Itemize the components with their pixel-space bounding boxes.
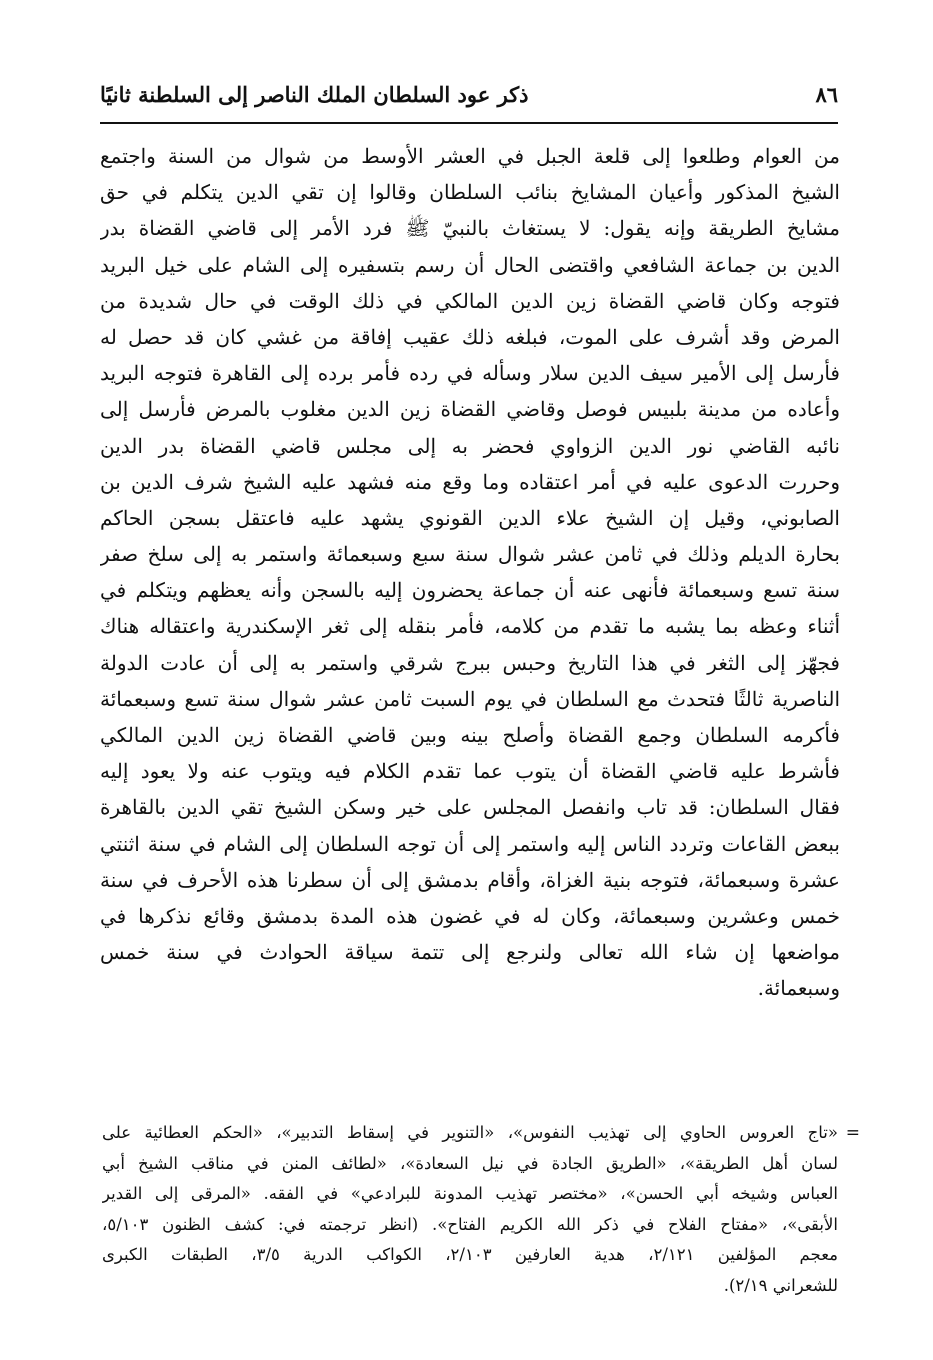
- text-line: فأشرط عليه قاضي القضاة أن يتوب عما تقدم الكلام فيه ويتوب عنه ولا يعود إليه: [100, 759, 840, 784]
- text-line: مواضعها إن شاء الله تعالى ولنرجع إلى تتمة سياقة الحوادث في سنة خمس: [100, 940, 840, 965]
- running-title: ذكر عود السلطان الملك الناصر إلى السلطنة ثانيًا: [100, 82, 529, 107]
- text-line: الناصرية ثالثًا فتحدث مع السلطان في يوم السبت ثامن عشر شوال سنة تسع وسبعمائة: [100, 686, 840, 711]
- footnote-line: الأبقى»، «مفتاح الفلاح في ذكر الله الكريم الفتاح». (انظر ترجمته في: كشف الظنون ٥/١٠٣،: [102, 1214, 838, 1234]
- footnotes: [102, 1118, 860, 1302]
- main-text: [100, 138, 840, 1007]
- footnote-line: للشعراني ٢/١٩).: [723, 1275, 838, 1295]
- text-line: فأكرمه السلطان وجمع القضاة وأصلح بينه وبين قاضي القضاة زين الدين المالكي: [100, 723, 840, 747]
- text-line: الشيخ المذكور وأعيان المشايخ بنائب السلطان وقالوا إن تقي الدين يتكلم في حق: [100, 180, 840, 205]
- text-line: فأرسل إلى الأمير سيف الدين سلار وسأله في رده فأمر برده إلى القاهرة فتوجه البريد: [100, 361, 840, 386]
- header-divider: [100, 122, 838, 124]
- footnote-line: العباس وشيخه أبي الحسن»، «مختصر تهذيب المدونة للبرادعي» في الفقه. «المرقى إلى القدير: [102, 1184, 838, 1204]
- text-line: عشرة وسبعمائة، فتوجه بنية الغزاة، وأقام بدمشق إلى أن سطرنا هذه الأحرف في سنة: [100, 867, 840, 892]
- footnote-continuation-marker: =: [845, 1123, 860, 1143]
- text-line: فتوجه وكان قاضي القضاة زين الدين المالكي في ذلك الوقت في حال شديدة من: [100, 288, 840, 313]
- text-line: نائبه القاضي نور الدين الزواوي فحضر به إلى مجلس قاضي القضاة بدر الدين: [100, 433, 840, 458]
- text-line: الدين بن جماعة الشافعي واقتضى الحال أن رسم بتسفيره إلى الشام على خيل البريد: [100, 252, 840, 277]
- text-line: وحررت الدعوى عليه في أمر اعتقاده وما وقع منه فشهد عليه الشيخ شرف الدين بن: [100, 469, 840, 494]
- text-line: بحارة الديلم وذلك في ثامن عشر شوال سنة سبع وسبعمائة واستمر به إلى سلخ صفر: [100, 542, 840, 567]
- text-line: مشايخ الطريقة وإنه يقول: لا يستغاث بالنبيّ ﷺ فرد الأمر إلى قاضي القضاة بدر: [100, 216, 840, 241]
- text-line: الصابوني، وقيل إن الشيخ علاء الدين القونوي يشهد عليه فاعتقل بسجن الحاكم: [100, 505, 840, 530]
- text-line: فجهّز إلى الثغر في هذا التاريخ وحبس ببرج شرقي واستمر به إلى أن عادت الدولة: [100, 650, 840, 675]
- text-line: من العوام وطلعوا إلى قلعة الجبل في العشر الأوسط من شوال من السنة واجتمع: [100, 144, 840, 168]
- footnote-line: لسان أهل الطريقة»، «الطريق الجادة في نيل السعادة»، «لطائف المنن في مناقب الشيخ أبي: [102, 1153, 838, 1173]
- text-line: المرض وقد أشرف على الموت، فبلغه ذلك عقيب إفاقة من غشي كان قد حصل له: [100, 324, 840, 349]
- text-line: فقال السلطان: قد تاب وانفصل المجلس على خير وسكن الشيخ تقي الدين بالقاهرة: [100, 795, 840, 820]
- text-line: ببعض القاعات وتردد الناس إليه واستمر إلى أن توجه السلطان إلى الشام في سنة اثنتي: [100, 831, 840, 856]
- text-line: وأعاده من مدينة بلبيس فوصل وقاضي القضاة زين الدين مغلوب بالمرض فأرسل إلى: [100, 397, 840, 422]
- text-line: وسبعمائة.: [757, 976, 840, 1001]
- page-number: ٨٦: [815, 82, 838, 107]
- text-line: سنة تسع وسبعمائة فأنهى عنه أن جماعة يحضرون إليه بالسجن وأنه يعظهم ويتكلم في: [100, 578, 840, 603]
- footnote-line: معجم المؤلفين ٢/١٢١، هدية العارفين ٢/١٠٣، الكواكب الدرية ٣/٥، الطبقات الكبرى: [102, 1245, 838, 1265]
- page-header: [100, 82, 838, 116]
- text-line: أثناء وعظه بما يشبه ما تقدم من كلامه، فأمر بنقله إلى ثغر الإسكندرية واعتقاله هناك: [100, 614, 840, 639]
- text-line: خمس وعشرين وسبعمائة، وكان له في غضون هذه المدة بدمشق وقائع نذكرها في: [100, 903, 840, 928]
- footnote-line: «تاج العروس الحاوي إلى تهذيب النفوس»، «التنوير في إسقاط التدبير»، «الحكم العطائية على: [102, 1123, 838, 1142]
